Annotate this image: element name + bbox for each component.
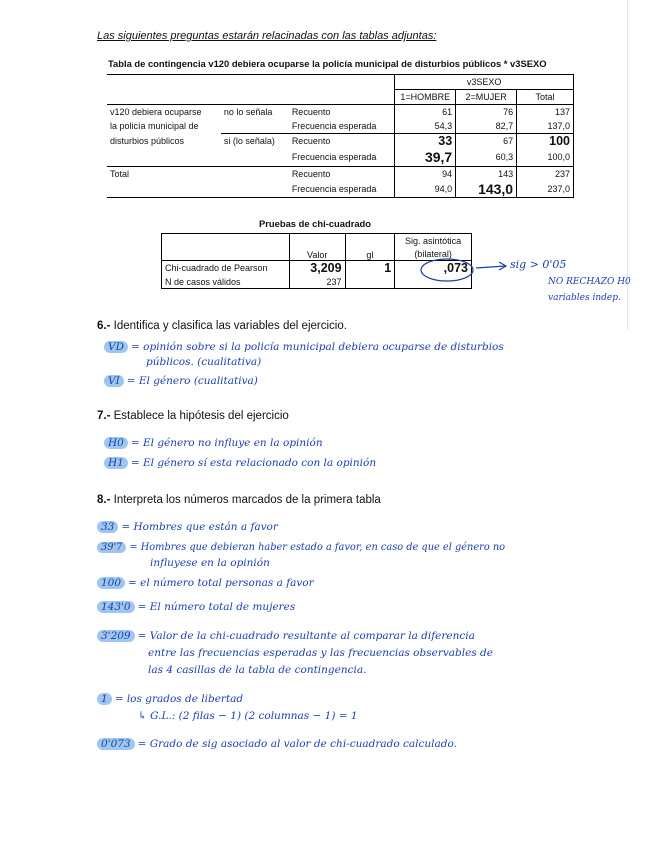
- answer-tag: VD: [104, 341, 128, 353]
- answer-text: = Valor de la chi-cuadrado resultante al comparar la diferencia: [137, 630, 475, 642]
- question-number: 6.-: [97, 320, 111, 332]
- sig-arrow: [476, 266, 505, 268]
- answer-line: [97, 601, 295, 613]
- intro-text: Las siguientes preguntas estarán relacinadas con las tablas adjuntas:: [97, 30, 437, 42]
- answer-tag: 3'209: [97, 630, 135, 642]
- answer-line: [104, 341, 504, 353]
- answer-text: = El número total de mujeres: [137, 601, 296, 613]
- answer-line: [104, 375, 258, 387]
- chi-row-label: N de casos válidos: [162, 275, 290, 289]
- table-cell: 94,0: [395, 181, 456, 198]
- margin-note: sig > 0'05: [510, 258, 567, 271]
- question-number: 8.-: [97, 494, 111, 506]
- row-var-label-line: disturbios públicos: [110, 135, 185, 146]
- answer-text: = Grado de sig asociado al valor de chi-cuadrado calculado.: [137, 738, 457, 750]
- answer-tag: 39'7: [97, 542, 126, 553]
- answer-line: [104, 457, 376, 469]
- answer-text: = Hombres que debieran haber estado a favor, en caso de que el género no: [129, 542, 506, 553]
- answer-text: = los grados de libertad: [114, 693, 244, 705]
- chi-header-sig: Sig. asintótica: [395, 234, 472, 248]
- total-row-label: Total: [107, 167, 221, 182]
- answer-tag: 143'0: [97, 601, 135, 613]
- table-cell: 237: [517, 167, 574, 182]
- question-number: 7.-: [97, 410, 111, 422]
- chi-gl: 1: [345, 261, 395, 276]
- chi-header-bilateral: (bilateral): [395, 247, 472, 261]
- answer-tag: 0'073: [97, 738, 135, 750]
- answer-line: [97, 521, 278, 533]
- chi-value: 3,209: [289, 261, 345, 276]
- question-text: Interpreta los números marcados de la primera tabla: [113, 494, 381, 506]
- table-cell-highlight: 33: [395, 134, 456, 149]
- question-text: Identifica y clasifica las variables del ejercicio.: [113, 320, 347, 332]
- question-8: [97, 494, 381, 506]
- answer-tag: 100: [97, 577, 125, 589]
- table-cell-highlight: 100: [517, 134, 574, 149]
- stat-label: Frecuencia esperada: [291, 152, 377, 162]
- col-group-header: v3SEXO: [395, 75, 574, 90]
- chi-header-gl: gl: [345, 234, 395, 261]
- table-cell: 143: [456, 167, 517, 182]
- stat-label: Recuento: [291, 107, 331, 117]
- margin-note: variables indep.: [548, 293, 621, 303]
- question-text: Establece la hipótesis del ejercicio: [113, 410, 289, 422]
- answer-continuation: entre las frecuencias esperadas y las frecuencias observables de: [148, 647, 493, 659]
- col-header-total: Total: [517, 90, 574, 105]
- table-cell: 61: [395, 105, 456, 120]
- answer-line: [97, 693, 243, 705]
- answer-line: [97, 630, 475, 642]
- stat-label: Frecuencia esperada: [291, 121, 377, 131]
- row-var-label-line: v120 debiera ocuparse: [110, 107, 202, 117]
- group-label-no: no lo señala: [223, 107, 273, 117]
- answer-line: [104, 437, 323, 449]
- answer-text: = Hombres que están a favor: [121, 521, 278, 533]
- chi-n-cases: 237: [289, 275, 345, 289]
- table-cell: 60,3: [456, 148, 517, 167]
- answer-continuation: públicos. (cualitativa): [146, 356, 262, 368]
- answer-tag: 33: [97, 521, 118, 533]
- stat-label: Frecuencia esperada: [289, 181, 395, 198]
- answer-continuation: las 4 casillas de la tabla de contingencia.: [148, 664, 367, 676]
- answer-line: [97, 542, 505, 553]
- chi-sig: ,073: [395, 261, 472, 276]
- answer-tag: 1: [97, 693, 112, 705]
- chi-header-valor: Valor: [289, 234, 345, 261]
- chi-table-title: Pruebas de chi-cuadrado: [259, 218, 372, 229]
- question-6: [97, 320, 347, 332]
- stat-label: Recuento: [289, 134, 395, 149]
- table-cell: 137: [517, 105, 574, 120]
- row-var-label-line: la policía municipal de: [110, 121, 199, 132]
- table-cell: 76: [456, 105, 517, 120]
- chi-row-label: Chi-cuadrado de Pearson: [162, 261, 290, 276]
- crosstab-title: Tabla de contingencia v120 debiera ocuparse la policía municipal de disturbios públicos * v3SEXO: [108, 58, 547, 69]
- answer-tag: H0: [104, 437, 128, 449]
- answer-text: = El género no influye en la opinión: [130, 437, 323, 449]
- table-cell-highlight: 143,0: [456, 181, 517, 198]
- stat-label: Recuento: [289, 167, 395, 182]
- answer-continuation: influyese en la opinión: [150, 557, 270, 569]
- answer-tag: H1: [104, 457, 128, 469]
- answer-tag: VI: [104, 375, 124, 387]
- table-cell: 237,0: [517, 181, 574, 198]
- table-cell: 94: [395, 167, 456, 182]
- margin-note: NO RECHAZO H0: [548, 277, 631, 287]
- table-cell: 82,7: [456, 119, 517, 134]
- answer-text: = El género sí esta relacionado con la opinión: [130, 457, 377, 469]
- group-label-si: si (lo señala): [221, 134, 289, 149]
- answer-line: [97, 738, 457, 750]
- col-header-mujer: 2=MUJER: [456, 90, 517, 105]
- answer-text: = opinión sobre si la policía municipal debiera ocuparse de disturbios: [131, 341, 504, 353]
- table-cell: 67: [456, 134, 517, 149]
- answer-line: [97, 577, 314, 589]
- table-cell-highlight: 39,7: [395, 148, 456, 167]
- question-7: [97, 410, 289, 422]
- answer-text: = el número total personas a favor: [128, 577, 314, 589]
- table-cell: 137,0: [517, 119, 574, 134]
- col-header-hombre: 1=HOMBRE: [395, 90, 456, 105]
- sig-circle: [421, 259, 473, 281]
- answer-continuation: ↳ G.L.: (2 filas − 1) (2 columnas − 1) = 1: [138, 710, 358, 722]
- table-cell: 54,3: [395, 119, 456, 134]
- answer-text: = El género (cualitativa): [126, 375, 258, 387]
- table-cell: 100,0: [517, 148, 574, 167]
